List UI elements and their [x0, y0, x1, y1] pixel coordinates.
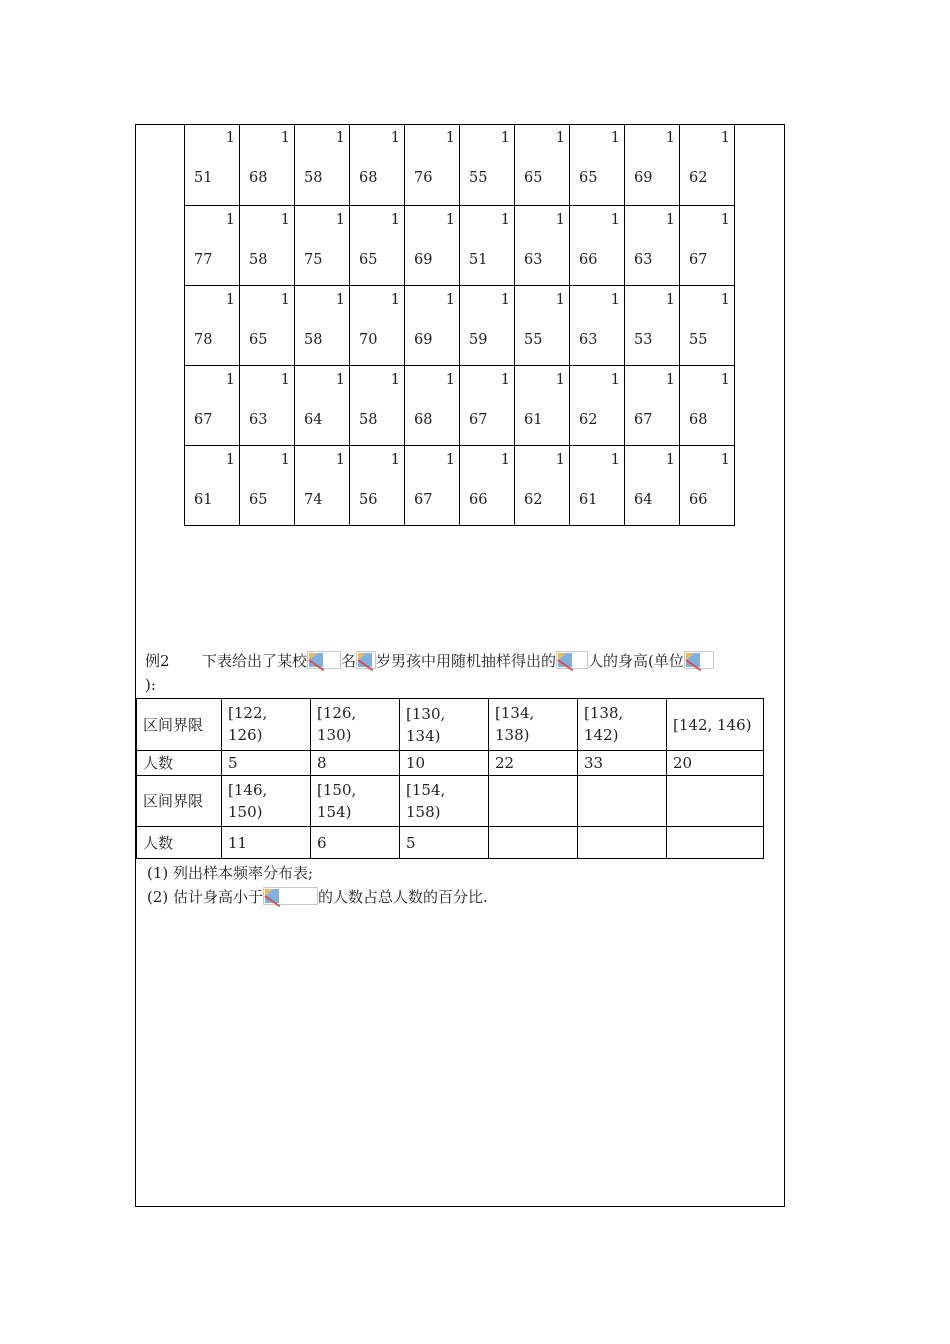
- height-hundreds-digit: 1: [500, 130, 510, 146]
- height-cell: [240, 445, 295, 525]
- height-tens-units: 55: [689, 331, 708, 348]
- count-row-1: [137, 751, 764, 776]
- height-cell: [405, 124, 460, 205]
- height-cell: [460, 124, 515, 205]
- height-cell: [625, 124, 680, 205]
- height-hundreds-digit: 1: [280, 291, 290, 308]
- height-hundreds-digit: 1: [335, 371, 345, 388]
- height-hundreds-digit: 1: [720, 130, 730, 146]
- height-hundreds-digit: 1: [665, 371, 675, 388]
- height-hundreds-digit: 1: [555, 211, 565, 228]
- height-tens-units: 55: [524, 331, 543, 348]
- height-hundreds-digit: 1: [390, 291, 400, 308]
- height-cell: [405, 445, 460, 525]
- height-cell: [185, 285, 240, 365]
- height-hundreds-digit: 1: [335, 211, 345, 228]
- height-cell: [625, 365, 680, 445]
- height-cell: [295, 365, 350, 445]
- height-tens-units: 62: [579, 411, 598, 428]
- height-tens-units: 67: [194, 411, 213, 428]
- height-hundreds-digit: 1: [720, 451, 730, 468]
- height-hundreds-digit: 1: [225, 211, 235, 228]
- height-tens-units: 74: [304, 491, 323, 508]
- height-cell: [295, 205, 350, 285]
- height-cell: [515, 445, 570, 525]
- height-tens-units: 65: [579, 170, 598, 186]
- height-cell: [240, 205, 295, 285]
- height-hundreds-digit: 1: [390, 371, 400, 388]
- height-tens-units: 62: [524, 491, 543, 508]
- height-tens-units: 64: [304, 411, 323, 428]
- height-hundreds-digit: 1: [610, 211, 620, 228]
- height-hundreds-digit: 1: [500, 291, 510, 308]
- row-header: 人数: [137, 751, 222, 776]
- height-cell: [295, 285, 350, 365]
- count-cell: 20: [667, 751, 764, 776]
- height-hundreds-digit: 1: [390, 451, 400, 468]
- interval-cell: [150, 154): [311, 776, 400, 827]
- height-cell: [185, 124, 240, 205]
- height-tens-units: 61: [524, 411, 543, 428]
- height-hundreds-digit: 1: [280, 130, 290, 146]
- height-tens-units: 66: [689, 491, 708, 508]
- height-cell: [680, 445, 735, 525]
- interval-cell: [142, 146): [667, 699, 764, 751]
- height-tens-units: 65: [359, 251, 378, 268]
- broken-image-icon: [684, 651, 714, 669]
- height-tens-units: 58: [304, 170, 323, 186]
- height-cell: [680, 365, 735, 445]
- height-tens-units: 78: [194, 331, 213, 348]
- height-tens-units: 67: [414, 491, 433, 508]
- count-cell: 22: [489, 751, 578, 776]
- height-hundreds-digit: 1: [390, 130, 400, 146]
- height-tens-units: 63: [524, 251, 543, 268]
- height-hundreds-digit: 1: [720, 371, 730, 388]
- height-tens-units: 68: [414, 411, 433, 428]
- height-tens-units: 65: [249, 491, 268, 508]
- height-cell: [680, 124, 735, 205]
- example-2-line-end: ):: [145, 676, 156, 694]
- row-header: 区间界限: [137, 699, 222, 751]
- height-hundreds-digit: 1: [335, 291, 345, 308]
- example-text-4: 人的身高(单位: [588, 652, 684, 670]
- question-1: (1) 列出样本频率分布表;: [147, 864, 314, 882]
- broken-image-icon: [263, 887, 318, 905]
- height-hundreds-digit: 1: [665, 451, 675, 468]
- height-cell: [680, 285, 735, 365]
- height-hundreds-digit: 1: [610, 130, 620, 146]
- height-tens-units: 51: [469, 251, 488, 268]
- height-cell: [570, 205, 625, 285]
- height-cell: [625, 205, 680, 285]
- height-hundreds-digit: 1: [445, 371, 455, 388]
- interval-cell: [489, 776, 578, 827]
- height-cell: [405, 285, 460, 365]
- height-hundreds-digit: 1: [280, 211, 290, 228]
- interval-cell: [130, 134): [400, 699, 489, 751]
- height-cell: [625, 285, 680, 365]
- height-tens-units: 66: [469, 491, 488, 508]
- interval-cell: [122, 126): [222, 699, 311, 751]
- height-cell: [460, 205, 515, 285]
- height-cell: [625, 445, 680, 525]
- height-cell: [515, 124, 570, 205]
- height-hundreds-digit: 1: [610, 451, 620, 468]
- height-tens-units: 68: [359, 170, 378, 186]
- height-tens-units: 58: [359, 411, 378, 428]
- interval-table: [136, 698, 764, 859]
- height-cell: [350, 365, 405, 445]
- example-text-3: 岁男孩中用随机抽样得出的: [376, 652, 557, 670]
- height-tens-units: 58: [304, 331, 323, 348]
- count-cell: 5: [222, 751, 311, 776]
- height-hundreds-digit: 1: [555, 451, 565, 468]
- height-tens-units: 65: [524, 170, 543, 186]
- broken-image-icon: [556, 651, 588, 669]
- height-tens-units: 76: [414, 170, 433, 186]
- question-2: [147, 886, 488, 907]
- row-header: 人数: [137, 827, 222, 859]
- height-cell: [240, 285, 295, 365]
- height-tens-units: 56: [359, 491, 378, 508]
- height-cell: [570, 365, 625, 445]
- height-tens-units: 63: [634, 251, 653, 268]
- count-cell: [489, 827, 578, 859]
- height-cell: [240, 124, 295, 205]
- height-cell: [295, 124, 350, 205]
- height-hundreds-digit: 1: [390, 211, 400, 228]
- interval-cell: [667, 776, 764, 827]
- height-cell: [460, 445, 515, 525]
- interval-cell: [578, 776, 667, 827]
- height-hundreds-digit: 1: [280, 451, 290, 468]
- heights-table: [184, 124, 735, 526]
- count-cell: 10: [400, 751, 489, 776]
- height-hundreds-digit: 1: [225, 451, 235, 468]
- heights-row: [185, 124, 735, 205]
- count-cell: 33: [578, 751, 667, 776]
- question-2-text-2: 的人数占总人数的百分比.: [318, 888, 488, 906]
- height-hundreds-digit: 1: [225, 291, 235, 308]
- height-hundreds-digit: 1: [280, 371, 290, 388]
- height-cell: [570, 124, 625, 205]
- example-2-line: [145, 650, 714, 671]
- height-hundreds-digit: 1: [555, 371, 565, 388]
- row-header: 区间界限: [137, 776, 222, 827]
- height-cell: [405, 365, 460, 445]
- height-cell: [350, 124, 405, 205]
- example-label: 例2: [145, 652, 170, 670]
- height-cell: [295, 445, 350, 525]
- height-tens-units: 63: [579, 331, 598, 348]
- height-tens-units: 61: [194, 491, 213, 508]
- height-cell: [185, 365, 240, 445]
- height-cell: [240, 365, 295, 445]
- height-hundreds-digit: 1: [445, 451, 455, 468]
- height-cell: [350, 285, 405, 365]
- interval-row-1: [137, 699, 764, 751]
- height-tens-units: 68: [249, 170, 268, 186]
- height-hundreds-digit: 1: [720, 211, 730, 228]
- height-hundreds-digit: 1: [500, 211, 510, 228]
- height-hundreds-digit: 1: [500, 371, 510, 388]
- height-cell: [515, 285, 570, 365]
- interval-cell: [154, 158): [400, 776, 489, 827]
- height-cell: [515, 365, 570, 445]
- question-2-text-1: (2) 估计身高小于: [147, 888, 264, 906]
- height-tens-units: 66: [579, 251, 598, 268]
- height-cell: [350, 205, 405, 285]
- height-tens-units: 67: [469, 411, 488, 428]
- height-tens-units: 61: [579, 491, 598, 508]
- height-hundreds-digit: 1: [445, 291, 455, 308]
- height-tens-units: 69: [634, 170, 653, 186]
- height-cell: [460, 285, 515, 365]
- height-tens-units: 65: [249, 331, 268, 348]
- height-tens-units: 64: [634, 491, 653, 508]
- broken-image-icon: [307, 651, 341, 669]
- height-hundreds-digit: 1: [665, 211, 675, 228]
- interval-row-2: [137, 776, 764, 827]
- height-tens-units: 70: [359, 331, 378, 348]
- height-hundreds-digit: 1: [445, 130, 455, 146]
- heights-row: [185, 365, 735, 445]
- height-hundreds-digit: 1: [610, 291, 620, 308]
- height-tens-units: 69: [414, 251, 433, 268]
- height-cell: [680, 205, 735, 285]
- height-tens-units: 58: [249, 251, 268, 268]
- height-tens-units: 62: [689, 170, 708, 186]
- count-cell: 6: [311, 827, 400, 859]
- height-hundreds-digit: 1: [225, 371, 235, 388]
- count-cell: 11: [222, 827, 311, 859]
- height-hundreds-digit: 1: [335, 130, 345, 146]
- height-tens-units: 67: [634, 411, 653, 428]
- interval-cell: [138, 142): [578, 699, 667, 751]
- height-hundreds-digit: 1: [555, 291, 565, 308]
- heights-row: [185, 205, 735, 285]
- height-hundreds-digit: 1: [225, 130, 235, 146]
- interval-cell: [126, 130): [311, 699, 400, 751]
- example-text-2: 名: [341, 652, 357, 670]
- height-tens-units: 77: [194, 251, 213, 268]
- height-hundreds-digit: 1: [720, 291, 730, 308]
- broken-image-icon: [356, 651, 376, 669]
- height-tens-units: 68: [689, 411, 708, 428]
- interval-cell: [134, 138): [489, 699, 578, 751]
- example-text-1: 下表给出了某校: [202, 652, 308, 670]
- height-hundreds-digit: 1: [665, 130, 675, 146]
- count-row-2: [137, 827, 764, 859]
- height-tens-units: 63: [249, 411, 268, 428]
- height-tens-units: 51: [194, 170, 213, 186]
- height-hundreds-digit: 1: [335, 451, 345, 468]
- height-tens-units: 53: [634, 331, 653, 348]
- heights-row: [185, 445, 735, 525]
- height-tens-units: 69: [414, 331, 433, 348]
- height-hundreds-digit: 1: [555, 130, 565, 146]
- height-cell: [185, 445, 240, 525]
- height-hundreds-digit: 1: [500, 451, 510, 468]
- height-hundreds-digit: 1: [665, 291, 675, 308]
- interval-cell: [146, 150): [222, 776, 311, 827]
- height-cell: [405, 205, 460, 285]
- height-tens-units: 75: [304, 251, 323, 268]
- height-cell: [570, 445, 625, 525]
- height-cell: [570, 285, 625, 365]
- height-tens-units: 59: [469, 331, 488, 348]
- height-hundreds-digit: 1: [445, 211, 455, 228]
- height-cell: [460, 365, 515, 445]
- height-cell: [350, 445, 405, 525]
- height-tens-units: 67: [689, 251, 708, 268]
- count-cell: 5: [400, 827, 489, 859]
- count-cell: [578, 827, 667, 859]
- count-cell: 8: [311, 751, 400, 776]
- height-cell: [185, 205, 240, 285]
- height-cell: [515, 205, 570, 285]
- heights-row: [185, 285, 735, 365]
- height-tens-units: 55: [469, 170, 488, 186]
- height-hundreds-digit: 1: [610, 371, 620, 388]
- count-cell: [667, 827, 764, 859]
